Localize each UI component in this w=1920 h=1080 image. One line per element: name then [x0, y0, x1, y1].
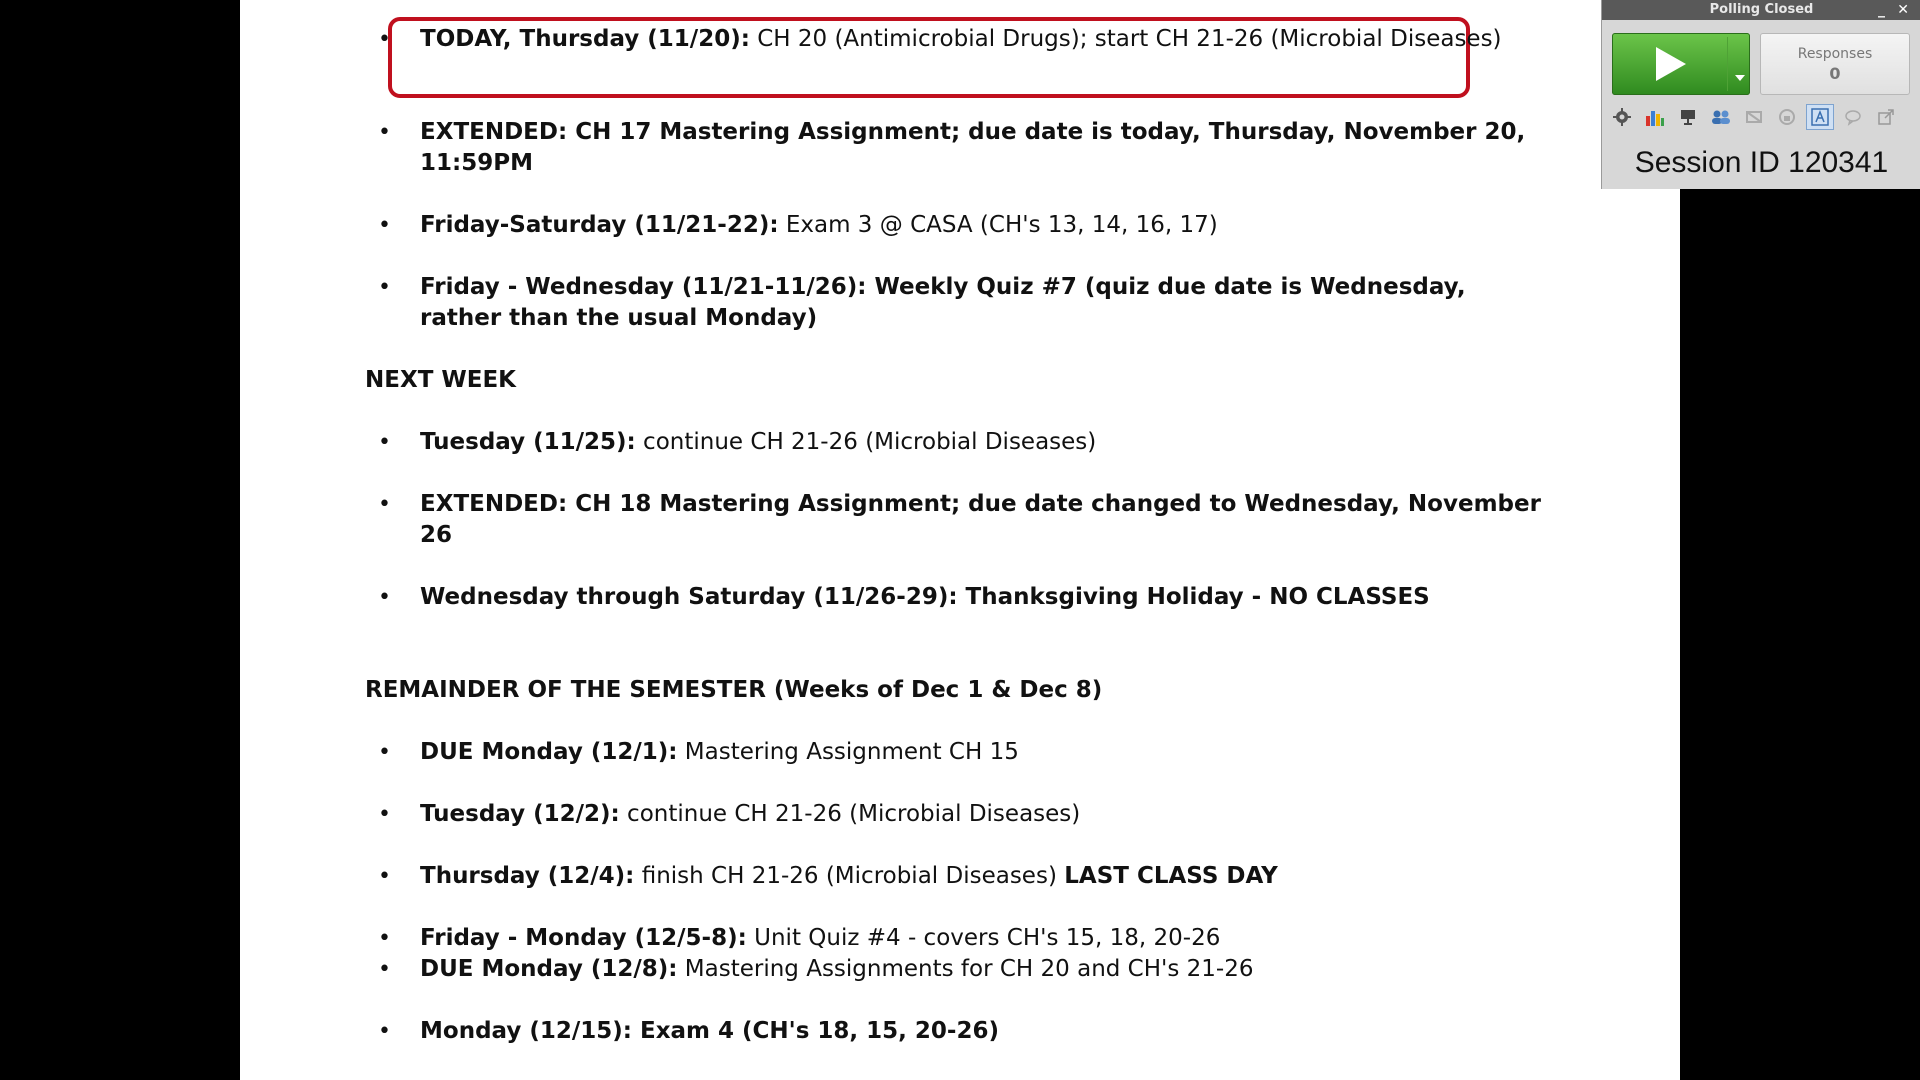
participants-icon[interactable]: [1707, 104, 1735, 130]
item-text: finish CH 21-26 (Microbial Diseases): [634, 863, 1065, 889]
comment-icon[interactable]: [1839, 104, 1867, 130]
list-item: [378, 799, 1550, 830]
bar-chart-icon[interactable]: [1641, 104, 1669, 130]
polling-status-title: Polling Closed: [1709, 2, 1814, 17]
export-icon[interactable]: [1872, 104, 1900, 130]
item-bold-text: Tuesday (11/25):: [420, 429, 636, 455]
item-text: CH 20 (Antimicrobial Drugs); start CH 21-26 (Microbial Diseases): [749, 26, 1502, 52]
chevron-down-icon[interactable]: [1735, 75, 1745, 81]
bullet: •: [378, 275, 391, 300]
minimize-icon[interactable]: _: [1878, 2, 1885, 18]
item-text: continue CH 21-26 (Microbial Diseases): [619, 801, 1081, 827]
bullet: •: [378, 926, 391, 951]
bullet: •: [378, 1019, 391, 1044]
list-item: [378, 1016, 1550, 1047]
bullet: •: [378, 120, 391, 145]
item-bold-text: Thursday (12/4):: [420, 863, 635, 889]
list-item: [378, 923, 1550, 954]
polling-toolbar: [1608, 104, 1916, 130]
gear-icon[interactable]: [1608, 104, 1636, 130]
bullet: •: [378, 213, 391, 238]
slide: [240, 0, 1680, 1080]
item-text: Mastering Assignments for CH 20 and CH's 21-26: [677, 956, 1254, 982]
hide-icon[interactable]: [1740, 104, 1768, 130]
bullet: •: [378, 27, 391, 52]
item-bold-text: DUE Monday (12/8):: [420, 956, 678, 982]
item-text: Exam 3 @ CASA (CH's 13, 14, 16, 17): [778, 212, 1218, 238]
presenter-icon[interactable]: [1674, 104, 1702, 130]
bullet: •: [378, 430, 391, 455]
start-polling-button[interactable]: [1612, 33, 1750, 95]
responses-counter[interactable]: [1760, 33, 1910, 95]
responses-count: 0: [1829, 64, 1841, 83]
lock-icon[interactable]: [1773, 104, 1801, 130]
list-item: [378, 582, 1550, 613]
list-item: [378, 117, 1550, 179]
responses-label: Responses: [1797, 46, 1873, 62]
list-item: [378, 427, 1550, 458]
bullet: •: [378, 740, 391, 765]
list-item: [378, 272, 1550, 334]
section-heading-remainder: REMAINDER OF THE SEMESTER (Weeks of Dec 1 & Dec 8): [365, 677, 1103, 703]
list-item: [378, 861, 1550, 892]
bullet: •: [378, 957, 391, 982]
item-bold-text: Wednesday through Saturday (11/26-29): Thanksgiving Holiday - NO CLASSES: [420, 584, 1430, 610]
bullet: •: [378, 492, 391, 517]
text-icon[interactable]: [1806, 104, 1834, 130]
item-bold-text: Friday - Wednesday (11/21-11/26): Weekly Quiz #7 (quiz due date is Wednesday, rather than the usual Monday): [420, 274, 1466, 331]
item-bold-text: Friday - Monday (12/5-8):: [420, 925, 747, 951]
item-text: continue CH 21-26 (Microbial Diseases): [635, 429, 1097, 455]
session-id: Session ID 120341: [1634, 146, 1889, 179]
item-bold-text: EXTENDED: CH 18 Mastering Assignment; due date changed to Wednesday, November 26: [420, 491, 1541, 548]
item-text: Unit Quiz #4 - covers CH's 15, 18, 20-26: [746, 925, 1221, 951]
list-item: [378, 954, 1550, 985]
list-item: [378, 24, 1550, 55]
last-class-day-label: LAST CLASS DAY: [1064, 863, 1278, 889]
item-bold-text: TODAY, Thursday (11/20):: [420, 26, 750, 52]
item-bold-text: Tuesday (12/2):: [420, 801, 620, 827]
section-heading-next-week: NEXT WEEK: [365, 367, 517, 393]
bullet: •: [378, 585, 391, 610]
item-bold-text: Friday-Saturday (11/21-22):: [420, 212, 779, 238]
bullet: •: [378, 802, 391, 827]
list-item: [378, 489, 1550, 551]
polling-titlebar[interactable]: [1602, 0, 1920, 20]
item-bold-text: EXTENDED: CH 17 Mastering Assignment; due date is today, Thursday, November 20, 11:59PM: [420, 119, 1526, 176]
item-text: Mastering Assignment CH 15: [677, 739, 1019, 765]
list-item: [378, 210, 1550, 241]
close-icon[interactable]: ✕: [1897, 2, 1909, 18]
polling-panel: [1601, 0, 1920, 189]
play-icon: [1656, 47, 1686, 81]
item-bold-text: Monday (12/15): Exam 4 (CH's 18, 15, 20-26): [420, 1018, 999, 1044]
list-item: [378, 737, 1550, 768]
item-bold-text: DUE Monday (12/1):: [420, 739, 678, 765]
button-divider: [1727, 37, 1728, 91]
bullet: •: [378, 864, 391, 889]
